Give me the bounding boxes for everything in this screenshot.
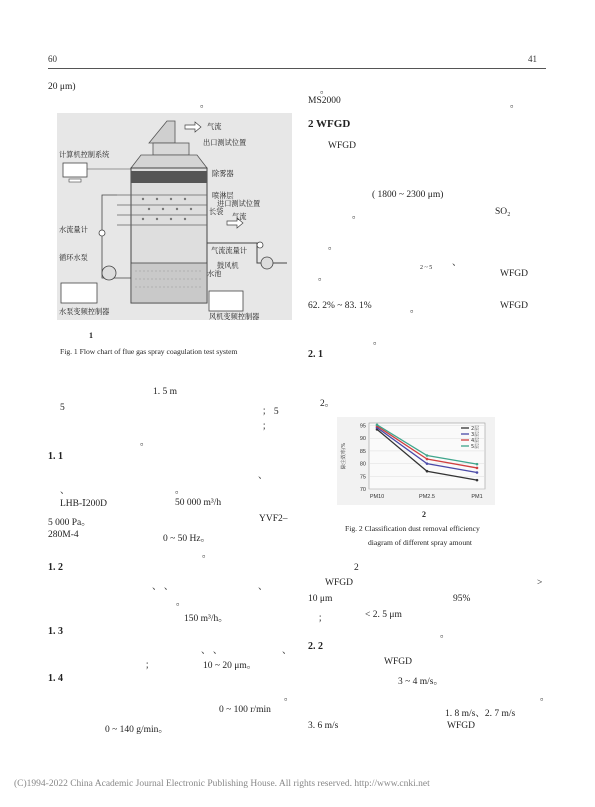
fig1-label: 风机变频控制器 (209, 312, 260, 321)
text-line: ； (262, 422, 272, 432)
text-line: WFGD (325, 578, 353, 588)
fig1-label: 除雾器 (212, 169, 234, 178)
text-line: 。 (373, 337, 383, 347)
text-line: 。 (318, 273, 328, 283)
text-line: YVF2– (259, 514, 288, 524)
fig1-label: 循环水泵 (59, 253, 88, 262)
copyright-footer: (C)1994-2022 China Academic Journal Electronic Publishing House. All rights reserved. http://www.cnki.net (14, 779, 430, 789)
y-tick-label: 90 (359, 436, 366, 443)
data-point (376, 423, 379, 426)
fig2-number: 2 (422, 510, 426, 519)
text-line: 20 μm) (48, 82, 76, 92)
text-line: 3 ~ 4 m/s。 (398, 677, 443, 687)
figure-1-flowchart (57, 113, 292, 320)
text-line: 、 (60, 486, 70, 496)
x-tick-label: PM1 (471, 494, 483, 500)
text-line: 5 (60, 403, 65, 413)
text-line: WFGD (500, 301, 528, 311)
fig1-label: 气流 (207, 122, 222, 131)
efficiency-line-chart (337, 417, 495, 505)
text-line: 0 ~ 100 r/min (219, 705, 271, 715)
text-line: 。 (510, 100, 520, 110)
text-line: 。 (176, 598, 186, 608)
text-line: 280M-4 (48, 530, 79, 540)
text-line: 、 (258, 582, 268, 592)
fig1-label: 水流量计 (59, 225, 88, 234)
fig1-label: 气流流量计 (211, 246, 247, 255)
section-heading: 2. 1 (308, 349, 323, 360)
text-line: 。 (140, 438, 150, 448)
text-line: 。 (410, 305, 420, 315)
section-heading: 1. 2 (48, 562, 63, 573)
text-line: 10 ~ 20 μm。 (203, 661, 257, 671)
y-tick-label: 95 (359, 423, 366, 430)
text-line: 。 (328, 242, 338, 252)
text-line: 、 、 (201, 646, 223, 656)
x-tick-label: PM10 (369, 494, 385, 500)
text-line: ( 1800 ~ 2300 μm) (372, 190, 444, 200)
text-line: LHB-Ⅰ200D (60, 499, 108, 509)
text-line: 、 、 (152, 582, 174, 592)
text-line: 0 ~ 140 g/min。 (105, 725, 168, 735)
fig1-label: 鼓风机 (217, 261, 239, 270)
text-line: 5 000 Pa。 (48, 518, 91, 528)
section-heading: 2 WFGD (308, 118, 351, 130)
text-line: 150 m³/h。 (184, 614, 228, 624)
text-line: 、 (452, 258, 462, 268)
text-line: 2 (354, 563, 359, 573)
header-rule (48, 68, 546, 69)
fig1-label: 长袋 (209, 207, 224, 216)
text-line: 。 (352, 211, 362, 221)
text-line: 。 (284, 693, 294, 703)
flowchart-drawing (57, 113, 292, 320)
text-line: 、 (282, 646, 292, 656)
text-line: < 2. 5 μm (365, 610, 402, 620)
text-line: 10 μm (308, 594, 333, 604)
fig1-caption: Fig. 1 Flow chart of flue gas spray coagulation test system (60, 347, 238, 356)
y-tick-label: 80 (359, 461, 366, 468)
fig1-label: 计算机控制系统 (59, 150, 110, 159)
text-line: 0 ~ 50 Hz。 (163, 534, 211, 544)
legend-label: 3层 (471, 432, 480, 438)
text-line: 50 000 m³/h (175, 498, 222, 508)
legend-label: 2层 (471, 426, 480, 432)
fig2-caption-line2: diagram of different spray amount (368, 538, 473, 547)
section-heading: 2. 2 (308, 641, 323, 652)
text-line: 。 (202, 550, 212, 560)
text-line: 1. 8 m/s、2. 7 m/s (445, 709, 516, 719)
text-line: 62. 2% ~ 83. 1% (308, 301, 372, 311)
data-point (426, 462, 429, 465)
citation-ref: 2 ~ 5 (420, 265, 433, 271)
fig1-label: 出口测试位置 (203, 138, 247, 147)
section-heading: 1. 3 (48, 626, 63, 637)
x-tick-label: PM2.5 (419, 494, 435, 500)
text-line: 2。 (320, 399, 335, 409)
fig2-caption-line1: Fig. 2 Classification dust removal efficiency (345, 524, 480, 533)
text-line: 、 (258, 471, 268, 481)
page-number-left: 60 (48, 54, 57, 64)
text-line: 3. 6 m/s (308, 721, 339, 731)
text-line: WFGD (328, 141, 356, 151)
y-tick-label: 75 (359, 474, 366, 481)
text-line: 。 (200, 100, 210, 110)
fig1-label: 气流 (232, 212, 247, 221)
data-point (426, 454, 429, 457)
fig1-label: 水泵变频控制器 (59, 307, 110, 316)
text-line: 。 (175, 486, 185, 496)
legend-label: 5层 (471, 444, 480, 450)
text-line: ； (145, 661, 155, 671)
text-line: 。 (320, 86, 330, 96)
text-line: 95% (453, 594, 471, 604)
fig1-label: 进口测试位置 (217, 199, 261, 208)
y-tick-label: 85 (359, 448, 366, 455)
text-line: ； 5 (262, 407, 279, 417)
text-line: ； (318, 614, 328, 624)
section-heading: 1. 1 (48, 451, 63, 462)
text-line: WFGD (500, 269, 528, 279)
data-point (426, 458, 429, 461)
y-tick-label: 70 (359, 487, 366, 493)
text-line: MS2000 (308, 96, 341, 106)
text-line: > (537, 578, 543, 588)
legend-label: 4层 (471, 438, 480, 444)
text-line: WFGD (447, 721, 475, 731)
figure-2-chart (337, 417, 495, 505)
data-point (476, 479, 479, 482)
y-axis-label: 除尘效率/% (341, 442, 347, 470)
text-line: SO₂ (495, 207, 511, 217)
fig1-number: 1 (89, 331, 93, 340)
fig1-label: 喷淋层 (212, 191, 234, 200)
data-point (426, 470, 429, 473)
data-point (476, 463, 479, 466)
text-line: 。 (440, 630, 450, 640)
text-line: 。 (540, 693, 550, 703)
text-line: 1. 5 m (153, 387, 178, 397)
fig1-label: 水池 (207, 269, 222, 278)
section-heading: 1. 4 (48, 673, 63, 684)
data-point (476, 467, 479, 470)
data-point (476, 471, 479, 474)
text-line: WFGD (384, 657, 412, 667)
page-number-right: 41 (528, 54, 537, 64)
